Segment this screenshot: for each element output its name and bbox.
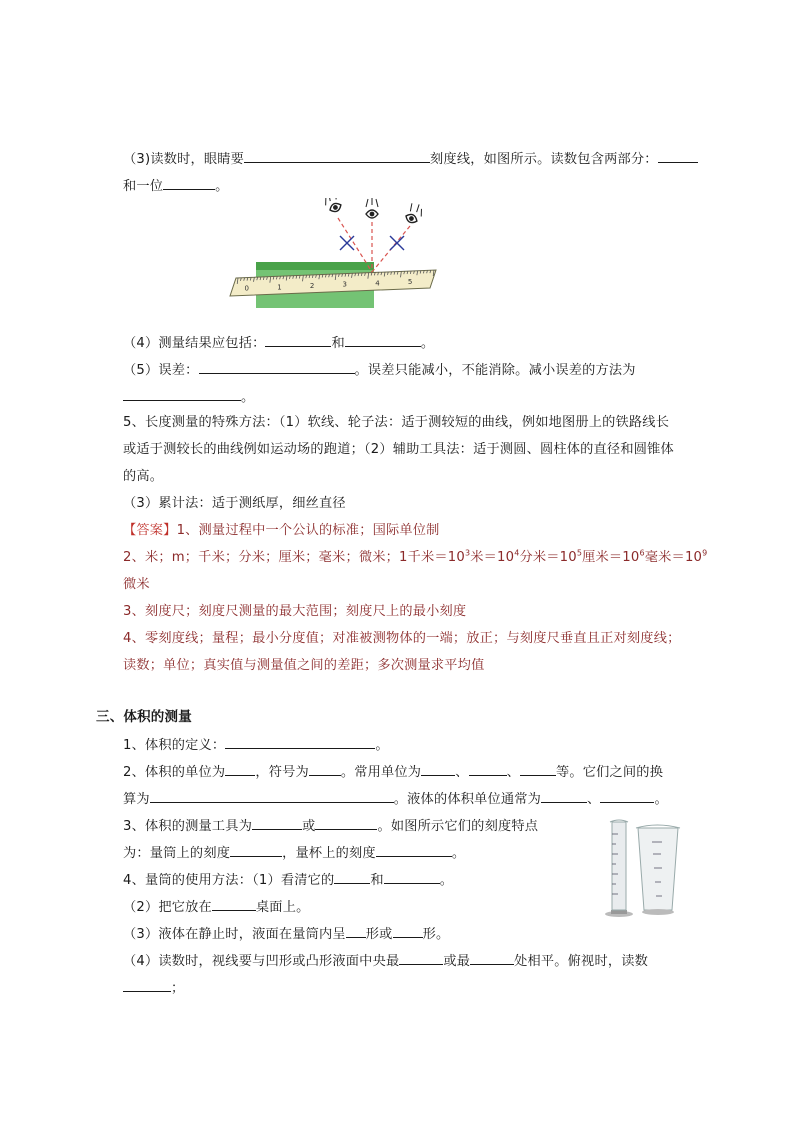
- special-methods-line-3: [123, 467, 163, 487]
- special-methods-line-2: [123, 440, 674, 460]
- text: 。: [451, 846, 466, 861]
- text: 。液体的体积单位通常为: [393, 792, 542, 807]
- text: 或: [302, 819, 316, 834]
- text: 4、零刻度线；量程；最小分度值；对准被测物体的一端；放正；与刻度尺垂直且正对刻度线；: [123, 631, 681, 646]
- ruler-tick-label: 1: [277, 283, 282, 292]
- text: 为：量筒上的刻度: [123, 846, 231, 861]
- blank: [346, 923, 366, 938]
- text: 的高。: [123, 469, 164, 484]
- cross-mark-right: [390, 236, 404, 250]
- item-5-error-cont: [123, 386, 254, 408]
- blank: [334, 869, 370, 884]
- answer-line-4: [123, 629, 680, 649]
- text: （2）把它放在: [123, 900, 212, 915]
- cylinder-usage-1: [123, 869, 453, 891]
- eye-icon: [404, 201, 425, 225]
- measuring-instruments-figure: [600, 816, 690, 920]
- text: 微米: [123, 577, 150, 592]
- text: ，量杯上的刻度: [282, 846, 376, 861]
- cylinder-usage-4-cont: [123, 977, 184, 999]
- answer-tag: 【答案】: [123, 523, 177, 538]
- exponent: 3: [464, 548, 471, 558]
- exponent: 5: [576, 548, 583, 558]
- item-3-reading-cont: [123, 175, 229, 197]
- blank: [123, 386, 241, 401]
- special-methods-line-4: [123, 494, 346, 514]
- text: （3）累计法：适于测纸厚，细丝直径: [123, 496, 346, 511]
- volume-units: [123, 761, 663, 783]
- blank: [600, 788, 654, 803]
- blank: [469, 761, 507, 776]
- text: 厘米＝10: [582, 550, 640, 565]
- blank: [244, 148, 430, 163]
- blank: [315, 815, 377, 830]
- cylinder-usage-3: [123, 923, 449, 945]
- item-3-reading: [123, 148, 698, 170]
- volume-conversion: [123, 788, 668, 810]
- text: 。误差只能减小，不能消除。减小误差的方法为: [354, 363, 636, 378]
- eye-icon: [366, 198, 378, 218]
- blank: [399, 950, 443, 965]
- ruler-tick-label: 4: [375, 279, 380, 288]
- answer-line-1: [123, 521, 440, 541]
- blank: [384, 869, 440, 884]
- text: 5、长度测量的特殊方法：（1）软线、轮子法：适于测较短的曲线，例如地图册上的铁路线长: [123, 415, 670, 430]
- text: 和: [370, 873, 384, 888]
- text: 米＝10: [470, 550, 515, 565]
- text: 。: [375, 738, 389, 753]
- text: 三、体积的测量: [96, 709, 192, 725]
- text: （4）测量结果应包括：: [123, 336, 266, 351]
- text: （3）液体在静止时，液面在量筒内呈: [123, 927, 346, 942]
- blank: [225, 734, 375, 749]
- ruler-tick-label: 2: [309, 282, 315, 291]
- text: 。: [654, 792, 668, 807]
- exponent: 4: [514, 548, 520, 558]
- blank: [421, 761, 455, 776]
- text: 、: [587, 792, 601, 807]
- ruler-figure: [226, 198, 442, 310]
- text: ，符号为: [255, 765, 309, 780]
- text: 3、刻度尺；刻度尺测量的最大范围；刻度尺上的最小刻度: [123, 604, 467, 619]
- eye-icon: [321, 198, 343, 214]
- blank: [199, 359, 355, 374]
- text: 算为: [123, 792, 150, 807]
- answer-line-3: [123, 602, 466, 622]
- text: （4）读数时，视线要与凹形或凸形液面中央最: [123, 954, 400, 969]
- blank: [123, 977, 171, 992]
- answer-line-2-cont: [123, 575, 150, 595]
- item-4-result: [123, 332, 434, 354]
- section-heading: [96, 707, 192, 727]
- blank: [265, 332, 331, 347]
- blank: [520, 761, 556, 776]
- exponent: 6: [639, 548, 645, 558]
- answer-line-4-cont: [123, 656, 484, 676]
- exponent: 9: [702, 548, 708, 558]
- blank: [470, 950, 514, 965]
- text: 、: [455, 765, 469, 780]
- blank: [212, 896, 256, 911]
- text: 桌面上。: [255, 900, 310, 915]
- volume-tools-cont: [123, 842, 465, 864]
- text: 分米＝10: [519, 550, 577, 565]
- text: 2、体积的单位为: [123, 765, 226, 780]
- text: 和: [331, 336, 345, 351]
- text: 2、米；m；千米；分米；厘米；毫米；微米；1千米＝10: [123, 550, 465, 565]
- text: 处相平。俯视时，读数: [514, 954, 648, 969]
- text: ；: [171, 981, 185, 996]
- blank: [309, 761, 341, 776]
- text: 3、体积的测量工具为: [123, 819, 253, 834]
- ruler-tick-label: 3: [342, 280, 348, 289]
- text: 毫米＝10: [644, 550, 703, 565]
- cylinder-usage-2: [123, 896, 309, 918]
- text: 。: [420, 336, 435, 351]
- text: 和一位: [123, 179, 164, 194]
- text: 。: [241, 390, 255, 405]
- text: 1、测量过程中一个公认的标准；国际单位制: [176, 523, 440, 538]
- blank: [150, 788, 394, 803]
- text: 。如图所示它们的刻度特点: [377, 819, 539, 834]
- measuring-cup: [636, 825, 680, 915]
- blank: [252, 815, 302, 830]
- text: 读数；单位；真实值与测量值之间的差距；多次测量求平均值: [123, 658, 485, 673]
- green-block-shade: [256, 262, 374, 270]
- text: 形。: [422, 927, 450, 942]
- text: 或适于测较长的曲线例如运动场的跑道；（2）辅助工具法：适于测圆、圆柱体的直径和圆锥体: [123, 442, 674, 457]
- blank: [163, 175, 215, 190]
- answer-line-2: [123, 548, 707, 568]
- blank: [393, 923, 423, 938]
- text: 。常用单位为: [340, 765, 422, 780]
- ruler-tick-label: 5: [407, 278, 413, 287]
- cross-mark-left: [340, 236, 354, 250]
- blank: [541, 788, 587, 803]
- text: （3)读数时，眼睛要: [123, 152, 245, 167]
- volume-tools: [123, 815, 538, 837]
- text: 或最: [443, 954, 471, 969]
- blank: [658, 148, 698, 163]
- volume-definition: [123, 734, 389, 756]
- text: 1、体积的定义：: [123, 738, 226, 753]
- text: 、: [506, 765, 520, 780]
- item-5-error: [123, 359, 636, 381]
- cylinder-usage-4: [123, 950, 648, 972]
- text: 。: [439, 873, 454, 888]
- text: 等。它们之间的换: [555, 765, 664, 780]
- blank: [345, 332, 421, 347]
- text: 4、量筒的使用方法：（1）看清它的: [123, 873, 335, 888]
- text: （5）误差：: [123, 363, 199, 378]
- text: 刻度线，如图所示。读数包含两部分：: [430, 152, 658, 167]
- graduated-cylinder: [605, 820, 633, 917]
- blank: [225, 761, 255, 776]
- blank: [230, 842, 282, 857]
- ruler-tick-label: 0: [244, 284, 250, 293]
- special-methods-line-1: [123, 413, 669, 433]
- text: 形或: [365, 927, 393, 942]
- text: 。: [215, 179, 229, 194]
- blank: [376, 842, 452, 857]
